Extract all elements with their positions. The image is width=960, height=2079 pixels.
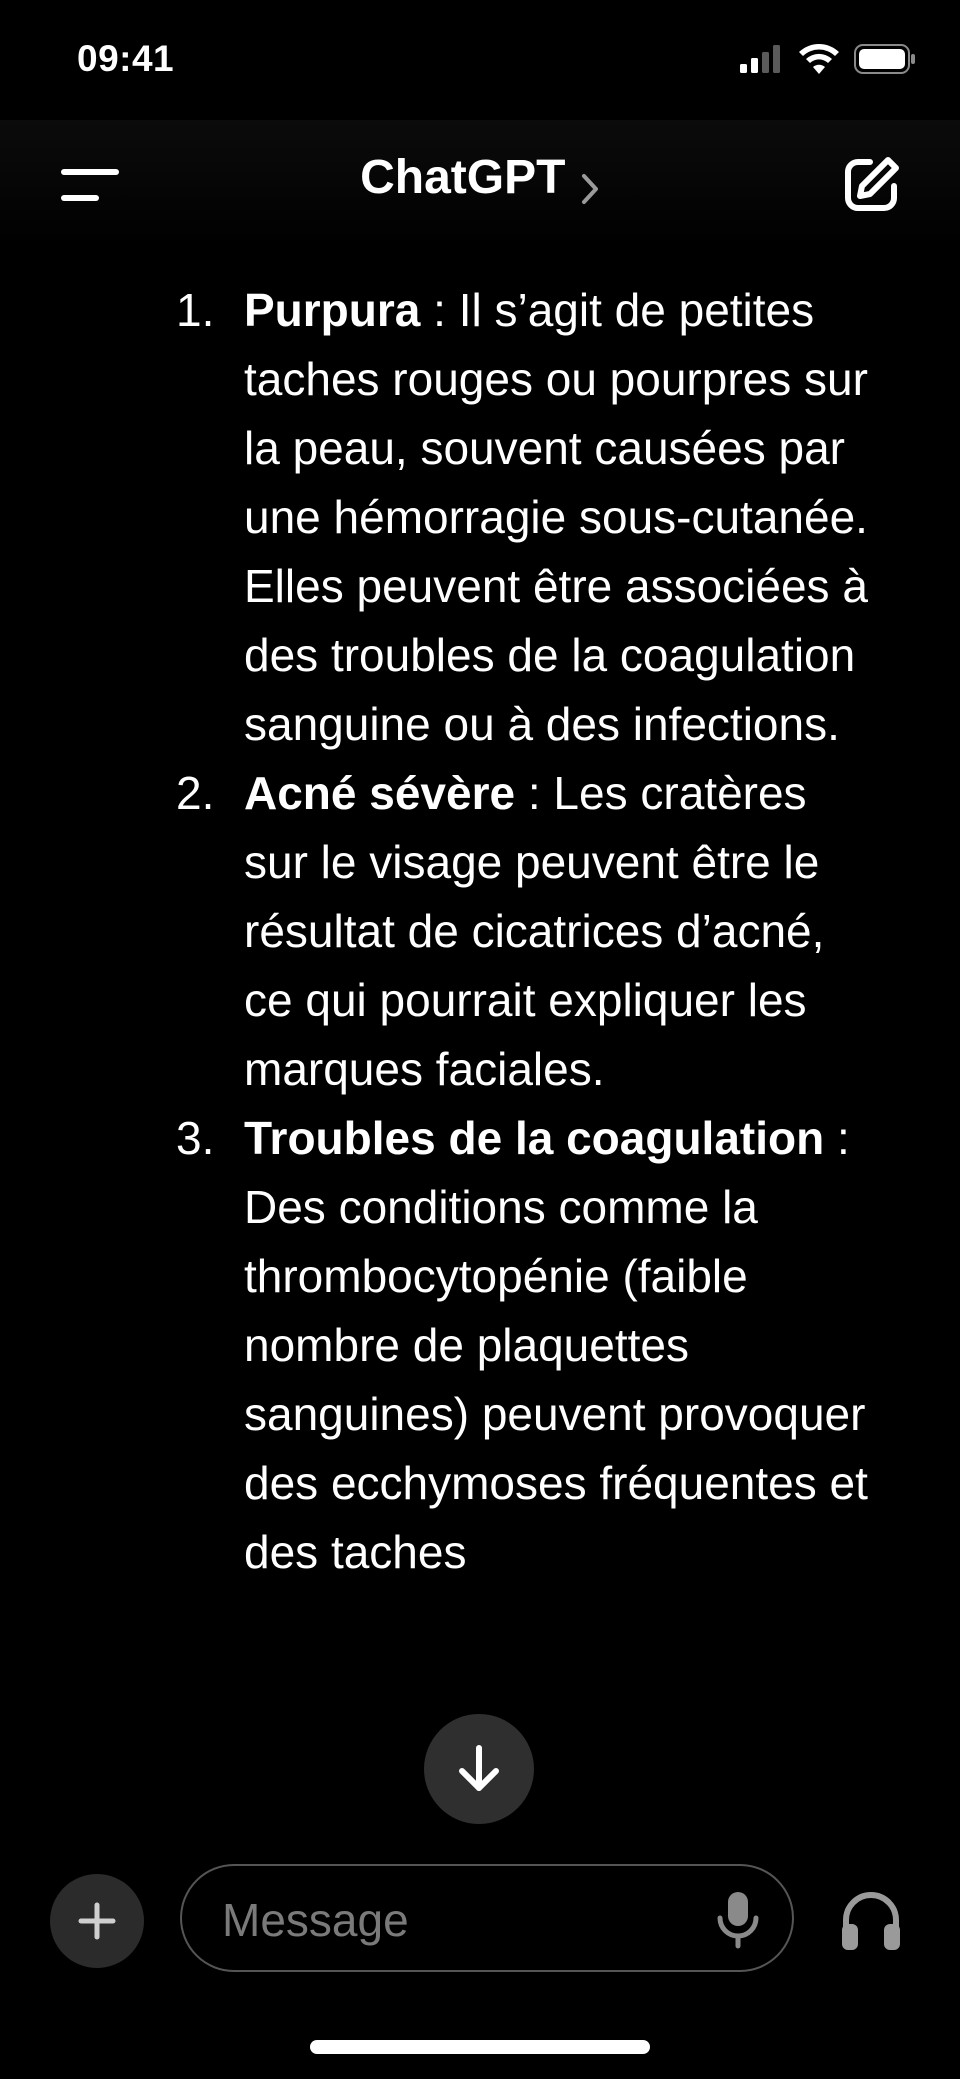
list-item — [0, 1104, 960, 1587]
list-item — [0, 759, 960, 1104]
list-number: 1. — [176, 284, 215, 336]
list-item-title: Acné sévère — [244, 767, 516, 819]
message-input[interactable] — [222, 1892, 692, 1948]
arrow-down-icon — [456, 1744, 502, 1794]
conversation-area[interactable] — [0, 250, 960, 1840]
chevron-right-icon — [580, 172, 600, 206]
status-icons — [740, 44, 916, 74]
battery-icon — [854, 44, 916, 74]
new-chat-button[interactable] — [840, 154, 902, 216]
cellular-signal-icon — [740, 45, 784, 73]
list-item-text: : Il s’agit de petites taches rouges ou pourpres sur la peau, souvent causées par une hémorragie sous-cutanée. Elles peuvent être associées à des troubles de la coagulation sanguine ou à des infections. — [244, 284, 868, 750]
list-item-text: : Des conditions comme la thrombocytopénie (faible nombre de plaquettes sanguines) peuvent provoquer des ecchymoses fréquentes et des taches — [244, 1112, 868, 1578]
attach-button[interactable] — [50, 1874, 144, 1968]
list-number: 3. — [176, 1112, 215, 1164]
microphone-icon — [714, 1890, 762, 1950]
voice-mode-button[interactable] — [838, 1886, 904, 1952]
status-bar — [0, 0, 960, 120]
list-number: 2. — [176, 767, 215, 819]
list-item-title: Purpura — [244, 284, 421, 336]
status-time: 09:41 — [77, 38, 175, 79]
list-item-text: : Les cratères sur le visage peuvent être le résultat de cicatrices d’acné, ce qui pourrait expliquer les marques faciales. — [244, 767, 825, 1095]
list-item — [0, 276, 960, 759]
model-selector[interactable] — [0, 150, 960, 206]
headphones-icon — [838, 1886, 904, 1952]
response-list — [0, 276, 960, 1587]
dictation-button[interactable] — [714, 1890, 762, 1950]
plus-icon — [77, 1901, 117, 1941]
top-nav-bar — [0, 120, 960, 250]
home-indicator — [310, 2040, 650, 2054]
message-field[interactable] — [180, 1864, 794, 1972]
compose-icon — [840, 154, 902, 216]
wifi-icon — [798, 44, 840, 74]
app-title: ChatGPT — [360, 151, 566, 204]
scroll-to-bottom-button[interactable] — [424, 1714, 534, 1824]
message-composer — [0, 1840, 960, 1990]
list-item-title: Troubles de la coagulation — [244, 1112, 825, 1164]
